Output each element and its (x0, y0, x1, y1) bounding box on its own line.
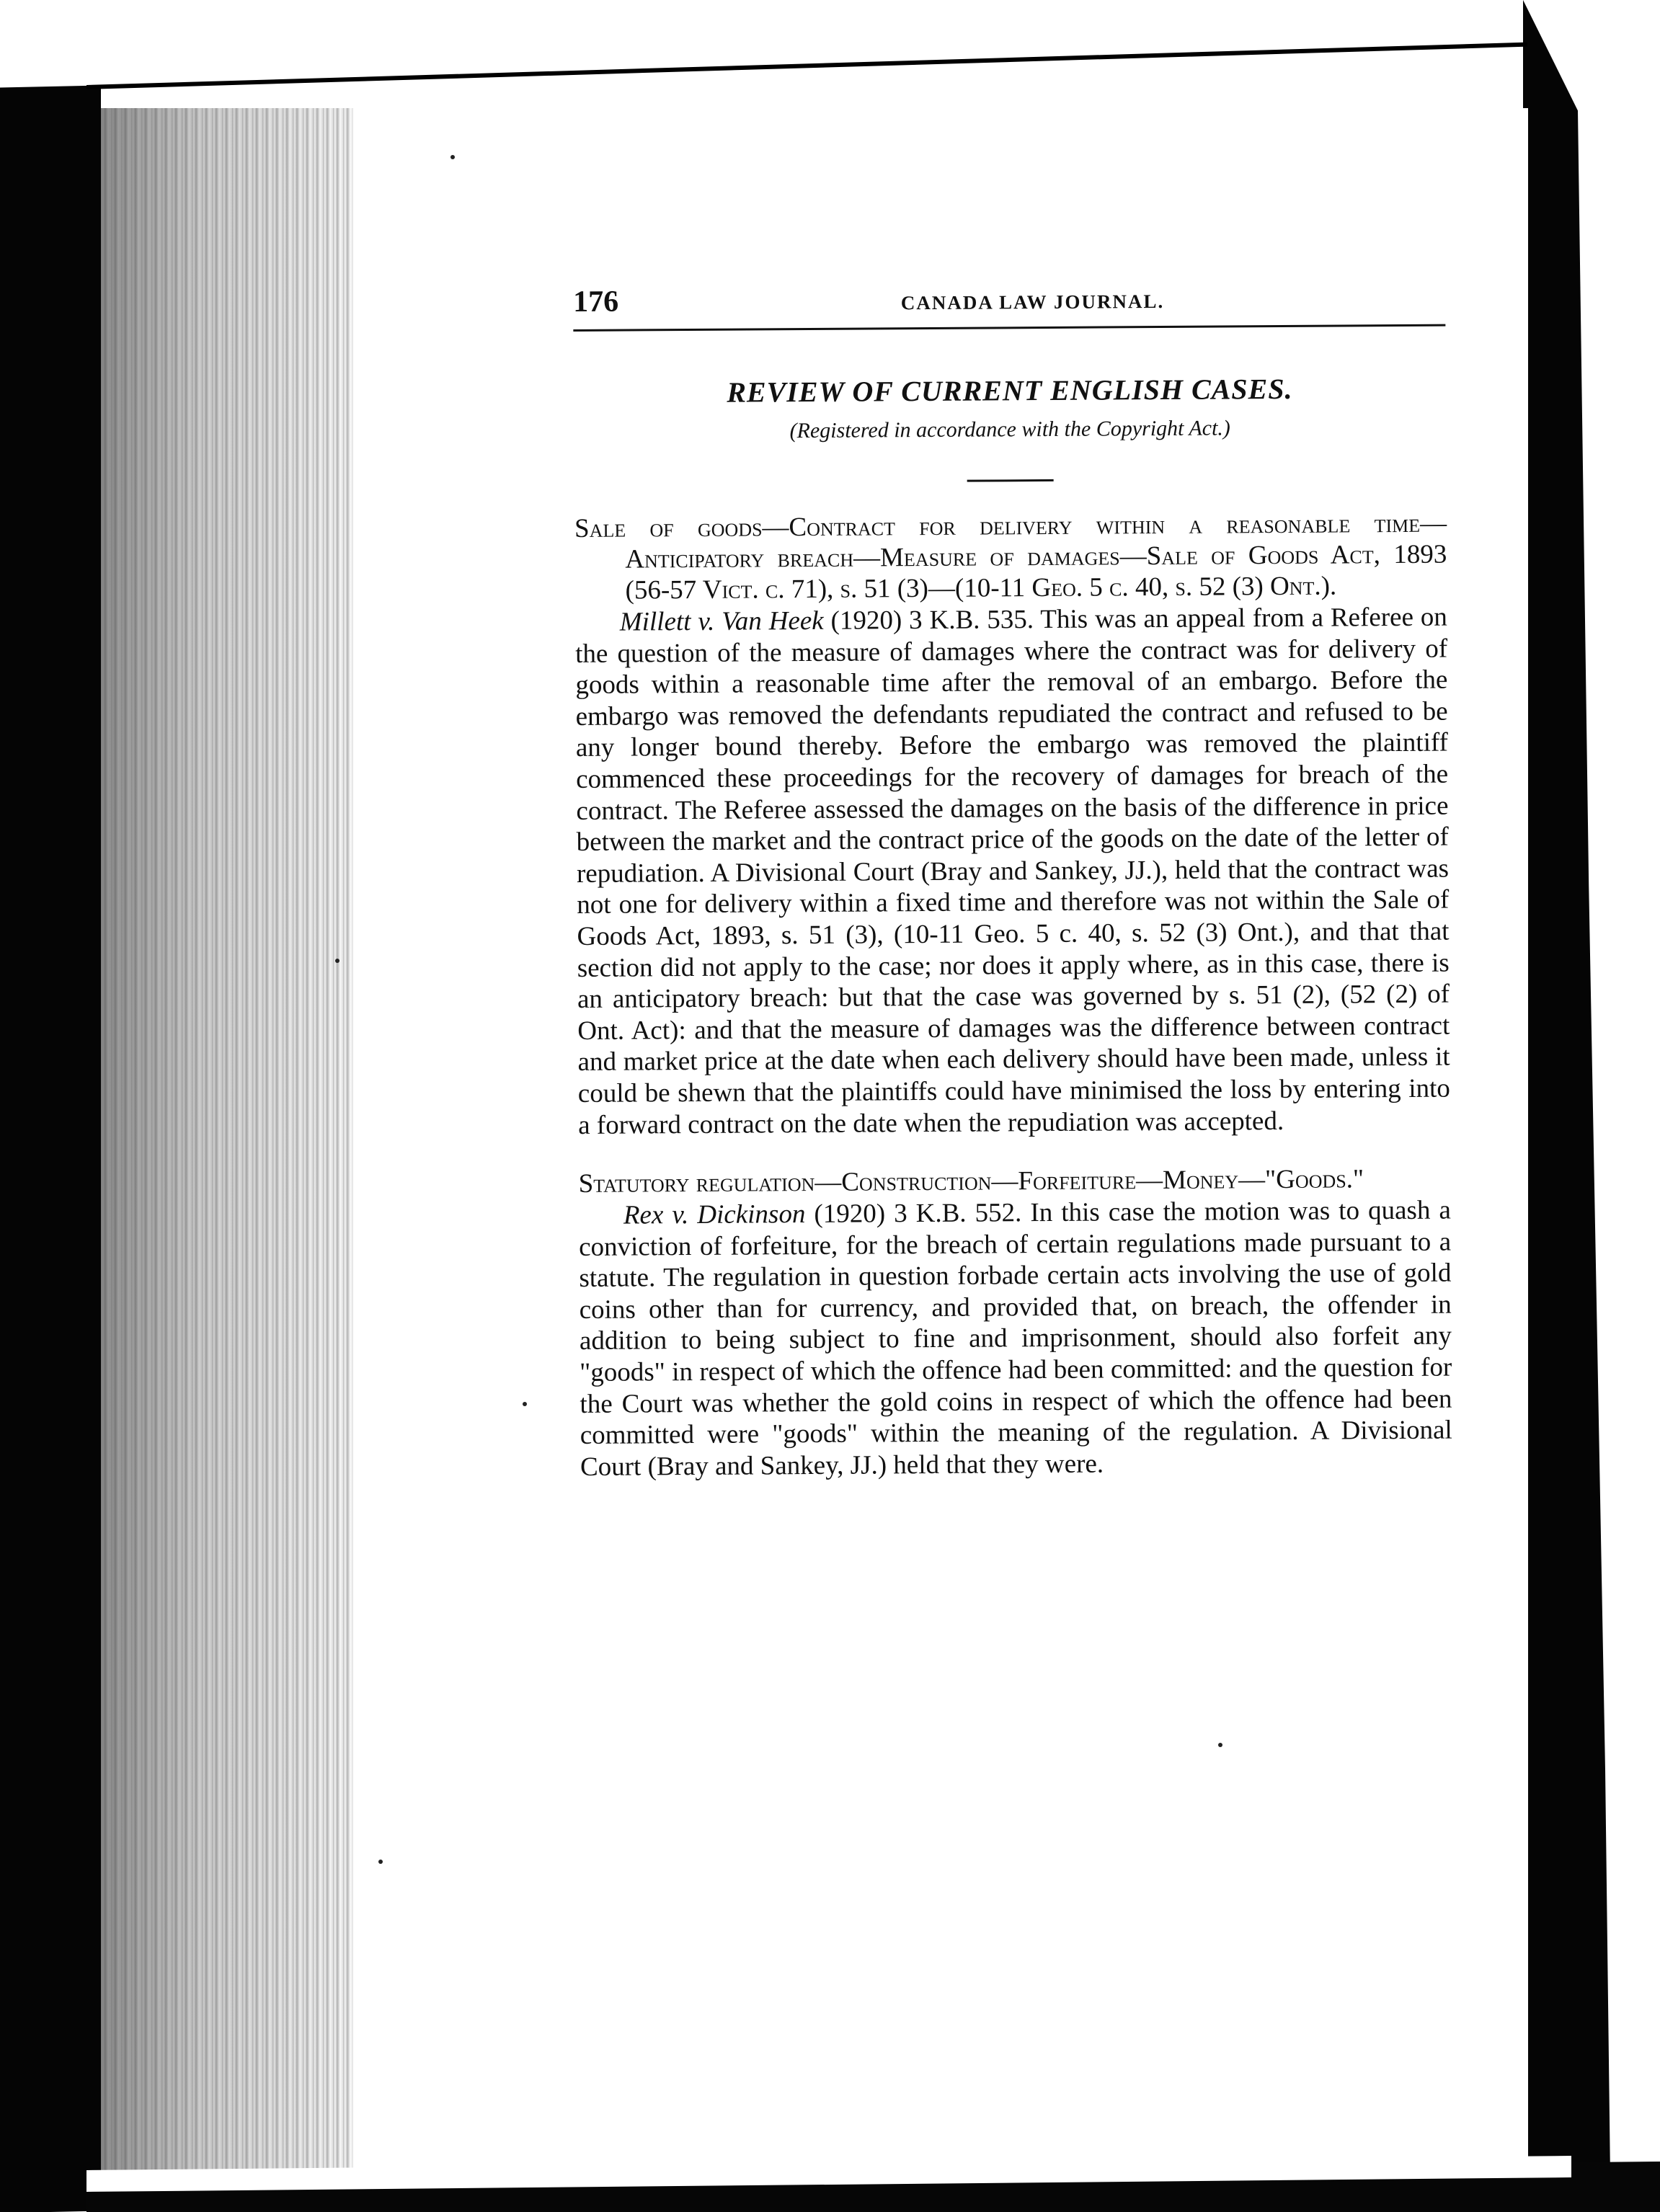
title-rule (967, 479, 1054, 482)
case-heading: Statutory regulation—Construction—Forfeiture—Money—"Goods." (578, 1164, 1364, 1199)
review-title: REVIEW OF CURRENT ENGLISH CASES. (727, 372, 1293, 409)
case-summary: This was an appeal from a Referee on the question of the measure of damages where the contract was for delivery of goods within a reasonable time after the removal of an embargo. Before the embargo was removed the defendants repudiated the contract and refused to be any longer bound thereby. Before the embargo was removed the plaintiff commenced these proceedings for the recovery of damages for breach of the contract. The Referee assessed the damages on the basis of the difference in price between the market and the contract price of the goods on the date of the letter of repudiation. A Divisional Court (Bray and Sankey, JJ.), held that the contract was not one for delivery within a fixed time and therefore was not within the Sale of Goods Act, 1893, s. 51 (3), (10-11 Geo. 5 c. 40, s. 52 (3) Ont.), and that that section did not apply to the case; nor does it apply where, as in this case, there is an anticipatory breach: but that the case was governed by s. 51 (2), (52 (2) of Ont. Act): and that the measure of damages was the difference between contract and market price at the date when each delivery should have been made, unless it could be shewn that the plaintiffs could have minimised the loss by entering into a forward contract on the date when the repudiation was accepted. (575, 602, 1450, 1140)
scan-speck (1218, 1743, 1222, 1747)
case-citation-name: Rex v. Dickinson (623, 1199, 806, 1230)
book-gutter-shadow (101, 108, 353, 2177)
page-number: 176 (573, 285, 619, 319)
case-citation-ref: (1920) 3 K.B. 552. (805, 1198, 1031, 1230)
scan-speck (378, 1860, 383, 1864)
scan-speck (523, 1402, 527, 1406)
running-head (573, 280, 1445, 332)
scan-speck (450, 155, 455, 159)
scan-speck (335, 959, 339, 963)
case-heading: Sale of goods—Contract for delivery within a reasonable time—Anticipatory breach—Measure of damages—Sale of Goods Act, 1893 (56-57 Vict. c. 71), s. 51 (3)—(10-11 Geo. 5 c. 40, s. 52 (3) Ont.). (574, 508, 1447, 605)
case-summary: In this case the motion was to quash a conviction of forfeiture, for the breach of certain regulations made pursuant to a statute. The regulation in question forbade certain acts involving the use of gold coins other than for currency, and provided that, on breach, the offender in addition to being subject to fine and imprisonment, should also forfeit any "goods" in respect of which the offence had been committed: and the question for the Court was whether the gold coins in respect of which the offence had been committed were "goods" within the meaning of the regulation. A Divisional Court (Bray and Sankey, JJ.) held that they were. (579, 1195, 1452, 1482)
scan-left-border (0, 86, 101, 2212)
journal-title: CANADA LAW JOURNAL. (900, 290, 1165, 314)
case-body (579, 1195, 1452, 1483)
case-citation-name: Millett v. Van Heek (619, 605, 824, 637)
case-body (575, 602, 1451, 1141)
case-citation-ref: (1920) 3 K.B. 535. (823, 605, 1041, 636)
review-subtitle: (Registered in accordance with the Copyright Act.) (789, 416, 1230, 443)
article-text-block (573, 280, 1452, 1483)
